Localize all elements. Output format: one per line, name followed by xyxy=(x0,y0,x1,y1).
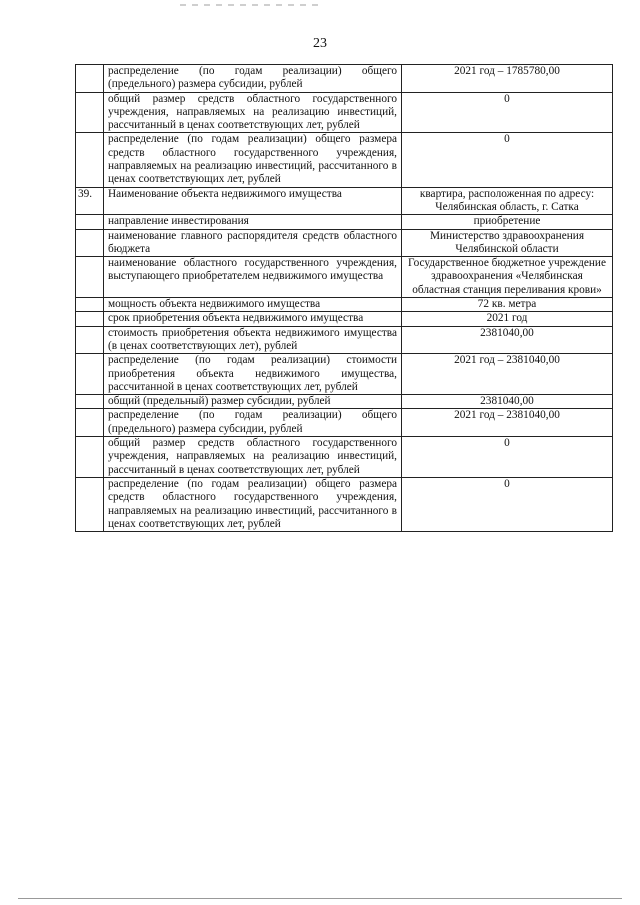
row-number xyxy=(76,409,104,437)
row-label: общий (предельный) размер субсидии, рублей xyxy=(104,395,402,409)
row-label: распределение (по годам реализации) общего размера средств областного государственного учреждения, направляемых на реализацию инвестиций, рассчитанного в ценах соответствующих лет, рублей xyxy=(104,133,402,187)
row-label: Наименование объекта недвижимого имущества xyxy=(104,187,402,215)
table-row xyxy=(76,437,613,478)
row-value: приобретение xyxy=(402,215,613,229)
row-value: 2021 год – 2381040,00 xyxy=(402,354,613,395)
row-number xyxy=(76,312,104,326)
row-value: Министерство здравоохранения Челябинской области xyxy=(402,229,613,257)
row-number xyxy=(76,92,104,133)
scan-artifact xyxy=(180,4,320,6)
row-label: общий размер средств областного государственного учреждения, направляемых на реализацию инвестиций, рассчитанный в ценах соответствующих лет, рублей xyxy=(104,92,402,133)
table-row xyxy=(76,229,613,257)
table-row xyxy=(76,477,613,531)
table-row xyxy=(76,215,613,229)
row-value: 0 xyxy=(402,133,613,187)
row-value: 2381040,00 xyxy=(402,395,613,409)
row-label: распределение (по годам реализации) общего размера средств областного государственного учреждения, направляемых на реализацию инвестиций, рассчитанного в ценах соответствующих лет, рублей xyxy=(104,477,402,531)
row-value: 2021 год xyxy=(402,312,613,326)
row-number xyxy=(76,437,104,478)
table-row xyxy=(76,326,613,354)
page-number: 23 xyxy=(313,36,327,51)
row-label: распределение (по годам реализации) стоимости приобретения объекта недвижимого имущества, рассчитанной в ценах соответствующих лет, рублей xyxy=(104,354,402,395)
row-number xyxy=(76,298,104,312)
row-value: 0 xyxy=(402,92,613,133)
row-label: распределение (по годам реализации) общего (предельного) размера субсидии, рублей xyxy=(104,65,402,93)
row-value: 2381040,00 xyxy=(402,326,613,354)
row-label: наименование главного распорядителя средств областного бюджета xyxy=(104,229,402,257)
row-number xyxy=(76,326,104,354)
row-number xyxy=(76,65,104,93)
table-row xyxy=(76,92,613,133)
table-row xyxy=(76,133,613,187)
table-body xyxy=(76,65,613,532)
row-value: Государственное бюджетное учреждение здравоохранения «Челябинская областная станция переливания крови» xyxy=(402,257,613,298)
table-row xyxy=(76,312,613,326)
table-row xyxy=(76,298,613,312)
row-number xyxy=(76,133,104,187)
page-bottom-edge xyxy=(18,898,622,899)
row-label: распределение (по годам реализации) общего (предельного) размера субсидии, рублей xyxy=(104,409,402,437)
row-number: 39. xyxy=(76,187,104,215)
row-label: общий размер средств областного государственного учреждения, направляемых на реализацию инвестиций, рассчитанный в ценах соответствующих лет, рублей xyxy=(104,437,402,478)
row-number xyxy=(76,215,104,229)
row-label: направление инвестирования xyxy=(104,215,402,229)
row-value: 2021 год – 1785780,00 xyxy=(402,65,613,93)
row-number xyxy=(76,229,104,257)
table-row xyxy=(76,354,613,395)
row-label: наименование областного государственного учреждения, выступающего приобретателем недвижимого имущества xyxy=(104,257,402,298)
investment-table xyxy=(75,64,613,532)
table-row xyxy=(76,65,613,93)
row-label: срок приобретения объекта недвижимого имущества xyxy=(104,312,402,326)
table-row xyxy=(76,395,613,409)
row-label: мощность объекта недвижимого имущества xyxy=(104,298,402,312)
row-number xyxy=(76,395,104,409)
row-value: 72 кв. метра xyxy=(402,298,613,312)
row-number xyxy=(76,477,104,531)
row-number xyxy=(76,354,104,395)
row-number xyxy=(76,257,104,298)
table-row xyxy=(76,409,613,437)
row-value: квартира, расположенная по адресу: Челябинская область, г. Сатка xyxy=(402,187,613,215)
row-value: 0 xyxy=(402,477,613,531)
row-label: стоимость приобретения объекта недвижимого имущества (в ценах соответствующих лет), рублей xyxy=(104,326,402,354)
row-value: 2021 год – 2381040,00 xyxy=(402,409,613,437)
table-row xyxy=(76,187,613,215)
table-row xyxy=(76,257,613,298)
row-value: 0 xyxy=(402,437,613,478)
